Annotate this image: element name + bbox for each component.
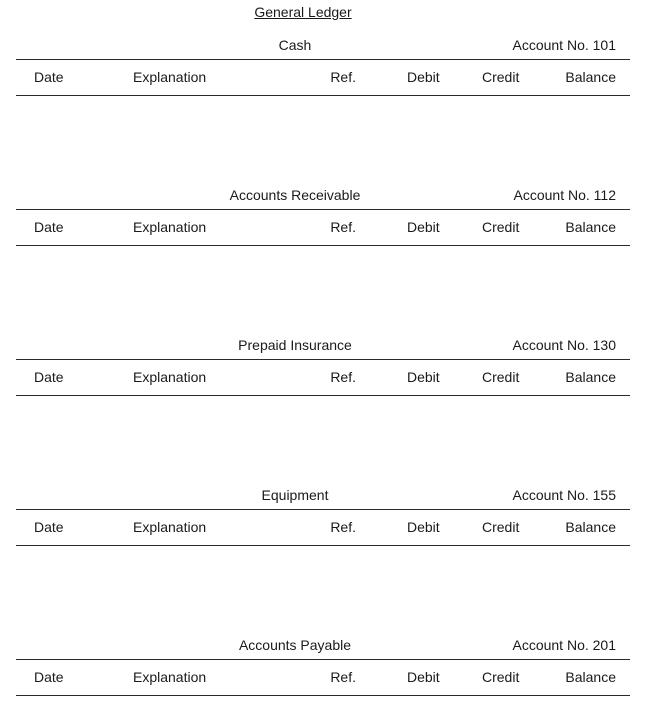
header-bottom-rule bbox=[16, 695, 630, 696]
column-header-credit: Credit bbox=[482, 669, 520, 685]
column-header-balance: Balance bbox=[565, 669, 616, 685]
account-number: Account No. 201 bbox=[512, 637, 616, 653]
column-header-explanation: Explanation bbox=[133, 369, 207, 385]
column-header-balance: Balance bbox=[565, 219, 616, 235]
header-bottom-rule bbox=[16, 545, 630, 546]
column-header-date: Date bbox=[34, 669, 64, 685]
account-number: Account No. 112 bbox=[513, 187, 616, 203]
header-top-rule bbox=[16, 659, 630, 660]
column-header-ref: Ref. bbox=[330, 369, 356, 385]
account-accounts-payable bbox=[0, 634, 660, 704]
column-header-explanation: Explanation bbox=[133, 519, 207, 535]
column-header-ref: Ref. bbox=[330, 69, 356, 85]
account-number: Account No. 155 bbox=[512, 487, 616, 503]
column-header-ref: Ref. bbox=[330, 219, 356, 235]
column-header-credit: Credit bbox=[482, 519, 520, 535]
column-header-explanation: Explanation bbox=[133, 69, 207, 85]
column-header-debit: Debit bbox=[407, 69, 440, 85]
header-bottom-rule bbox=[16, 245, 630, 246]
account-equipment bbox=[0, 484, 660, 554]
column-header-credit: Credit bbox=[482, 219, 520, 235]
column-header-balance: Balance bbox=[565, 69, 616, 85]
account-prepaid-insurance bbox=[0, 334, 660, 404]
column-header-explanation: Explanation bbox=[133, 669, 207, 685]
column-header-debit: Debit bbox=[407, 369, 440, 385]
header-bottom-rule bbox=[16, 95, 630, 96]
account-number: Account No. 101 bbox=[512, 37, 616, 53]
account-name: Accounts Receivable bbox=[229, 187, 361, 203]
account-name: Accounts Payable bbox=[238, 637, 352, 653]
account-name: Cash bbox=[278, 37, 312, 53]
column-header-credit: Credit bbox=[482, 369, 520, 385]
ledger-title: General Ledger bbox=[254, 4, 352, 20]
column-header-balance: Balance bbox=[565, 369, 616, 385]
account-number: Account No. 130 bbox=[512, 337, 616, 353]
column-header-debit: Debit bbox=[407, 669, 440, 685]
header-top-rule bbox=[16, 509, 630, 510]
header-bottom-rule bbox=[16, 395, 630, 396]
account-name: Prepaid Insurance bbox=[238, 337, 352, 353]
column-header-date: Date bbox=[34, 519, 64, 535]
column-header-debit: Debit bbox=[407, 219, 440, 235]
account-accounts-receivable bbox=[0, 184, 660, 254]
column-header-ref: Ref. bbox=[330, 519, 356, 535]
column-header-ref: Ref. bbox=[330, 669, 356, 685]
column-header-date: Date bbox=[34, 219, 64, 235]
account-name: Equipment bbox=[261, 487, 329, 503]
column-header-date: Date bbox=[34, 369, 64, 385]
header-top-rule bbox=[16, 209, 630, 210]
column-header-explanation: Explanation bbox=[133, 219, 207, 235]
column-header-debit: Debit bbox=[407, 519, 440, 535]
column-header-balance: Balance bbox=[565, 519, 616, 535]
column-header-date: Date bbox=[34, 69, 64, 85]
header-top-rule bbox=[16, 59, 630, 60]
account-cash bbox=[0, 34, 660, 104]
column-header-credit: Credit bbox=[482, 69, 520, 85]
header-top-rule bbox=[16, 359, 630, 360]
